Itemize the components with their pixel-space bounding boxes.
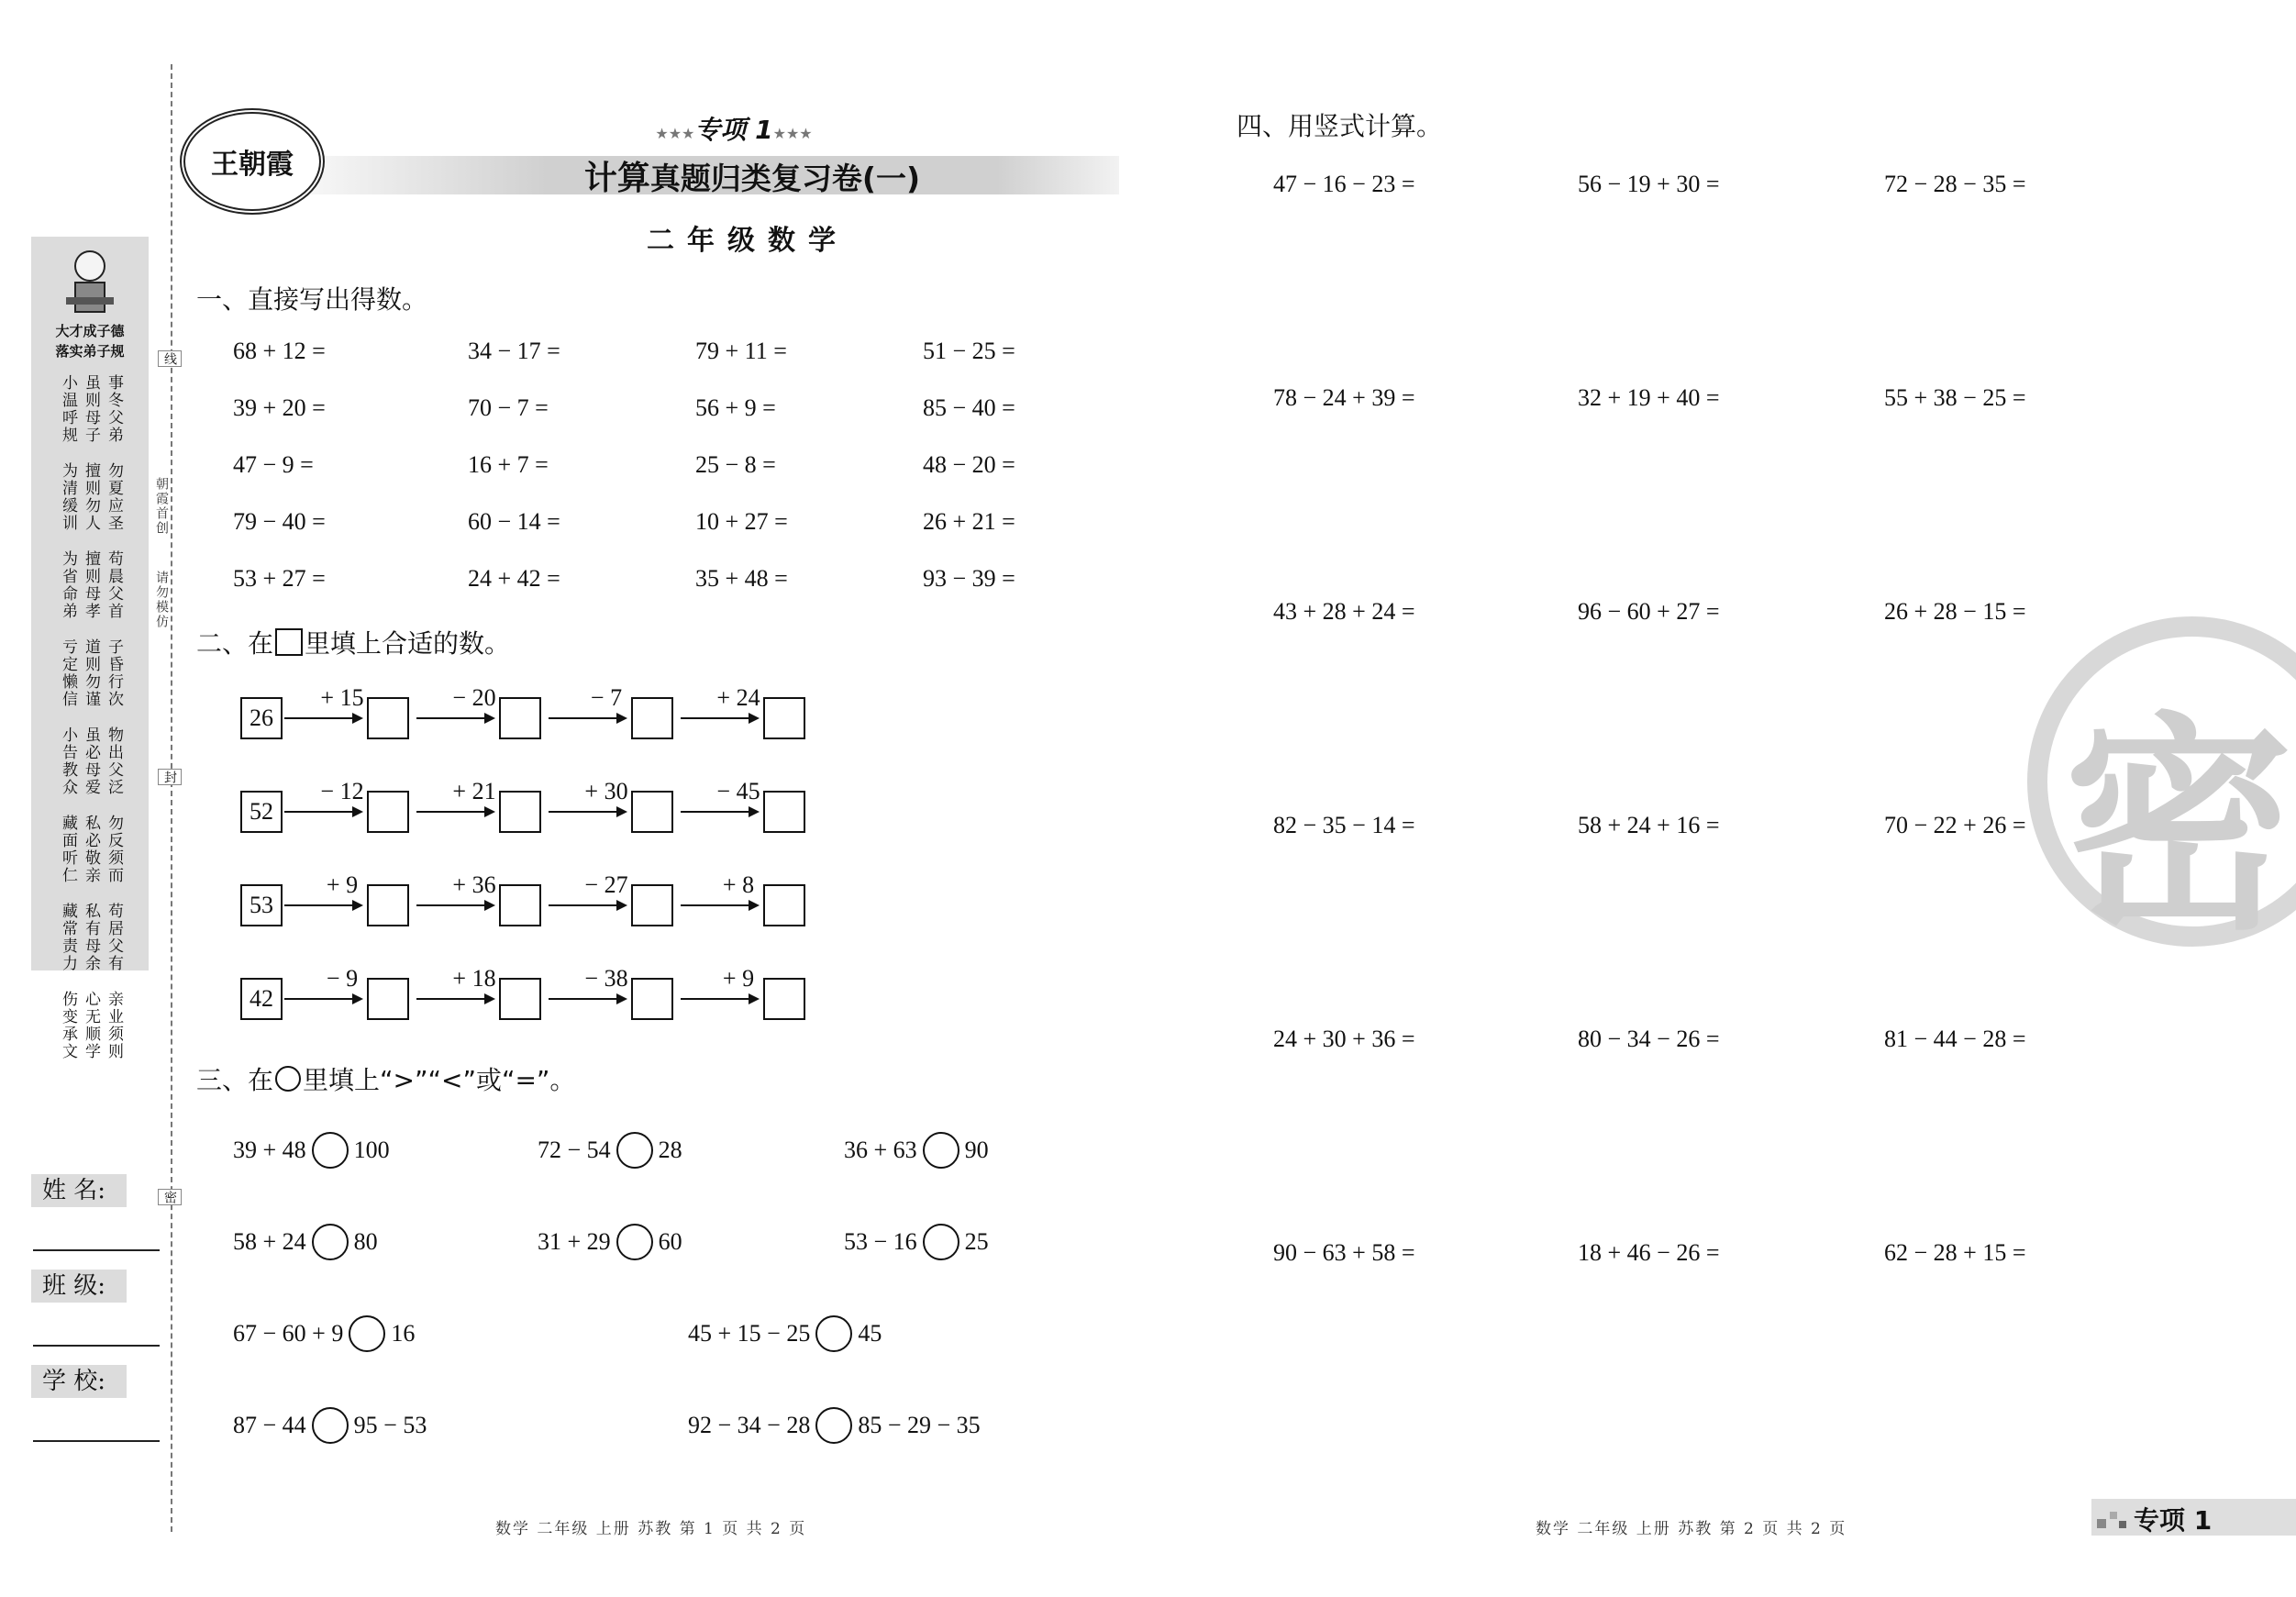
arrow-icon xyxy=(416,904,494,906)
name-label: 姓 名: xyxy=(31,1174,127,1207)
answer-box[interactable] xyxy=(499,978,541,1020)
compare-circle[interactable] xyxy=(349,1315,385,1352)
chain-operation: + 21 xyxy=(452,778,496,804)
verse-column: 苟居父有 xyxy=(105,903,123,972)
answer-box[interactable] xyxy=(367,697,409,739)
verse-column: 勿夏应圣 xyxy=(105,462,123,532)
comparison-item xyxy=(688,1315,882,1352)
oral-problem: 48 − 20 = xyxy=(923,451,1015,478)
watermark-char: 密 xyxy=(2064,693,2293,960)
verse-column: 私必敬亲 xyxy=(82,815,100,884)
oral-problem: 24 + 42 = xyxy=(468,565,560,592)
chain-operation: − 12 xyxy=(320,778,364,804)
verse-list xyxy=(40,374,141,1079)
section-2-title-b: 里填上合适的数。 xyxy=(305,628,511,659)
chain-operation: + 30 xyxy=(584,778,628,804)
chain-operation: + 8 xyxy=(722,871,755,898)
comparison-item xyxy=(538,1132,682,1169)
answer-box[interactable] xyxy=(763,791,805,833)
footer-left: 数学 二年级 上册 苏教 第 1 页 共 2 页 xyxy=(495,1520,807,1538)
special-tag: 专项 1 xyxy=(2134,1505,2213,1536)
vertical-calc-problem: 24 + 30 + 36 = xyxy=(1273,1026,1415,1052)
arrow-icon xyxy=(549,904,626,906)
vertical-calc-problem: 82 − 35 − 14 = xyxy=(1273,812,1415,838)
answer-box[interactable] xyxy=(631,697,673,739)
oral-problem: 35 + 48 = xyxy=(695,565,788,592)
verse-group xyxy=(40,815,141,884)
vertical-calc-problem: 78 − 24 + 39 = xyxy=(1273,384,1415,411)
vertical-calc-problem: 47 − 16 − 23 = xyxy=(1273,171,1415,197)
oral-problem: 47 − 9 = xyxy=(233,451,314,478)
verse-column: 私有母余 xyxy=(82,903,100,972)
section-4-title: 四、用竖式计算。 xyxy=(1237,111,1443,141)
verse-column: 子昏行次 xyxy=(105,638,123,708)
arrow-icon xyxy=(284,998,361,1000)
vertical-calc-problem: 70 − 22 + 26 = xyxy=(1884,812,2026,838)
oral-problem: 51 − 25 = xyxy=(923,338,1015,364)
chain-start-box: 26 xyxy=(240,697,283,739)
comparison-right: 28 xyxy=(658,1137,682,1163)
comparison-left: 87 − 44 xyxy=(233,1412,306,1438)
comparison-right: 45 xyxy=(858,1320,882,1347)
chain-start-box: 42 xyxy=(240,978,283,1020)
arrow-icon xyxy=(681,811,758,813)
chain-start-box: 52 xyxy=(240,791,283,833)
answer-box[interactable] xyxy=(631,884,673,926)
comparison-left: 92 − 34 − 28 xyxy=(688,1412,811,1438)
class-label: 班 级: xyxy=(31,1270,127,1303)
compare-circle[interactable] xyxy=(815,1407,852,1444)
verse-column: 为省命弟 xyxy=(59,550,77,620)
oral-problem: 68 + 12 = xyxy=(233,338,326,364)
oral-problem: 25 − 8 = xyxy=(695,451,776,478)
vertical-calc-problem: 90 − 63 + 58 = xyxy=(1273,1239,1415,1266)
oral-problem: 70 − 7 = xyxy=(468,394,549,421)
oral-problem: 93 − 39 = xyxy=(923,565,1015,592)
answer-box[interactable] xyxy=(631,978,673,1020)
chain-operation: − 27 xyxy=(584,871,628,898)
comparison-left: 58 + 24 xyxy=(233,1228,306,1255)
vertical-calc-problem: 96 − 60 + 27 = xyxy=(1578,598,1720,625)
comparison-left: 36 + 63 xyxy=(844,1137,917,1163)
compare-circle[interactable] xyxy=(312,1224,349,1260)
cut-mark-feng: 封 xyxy=(158,769,182,785)
cut-mark-mi: 密 xyxy=(158,1189,182,1205)
comparison-item xyxy=(233,1132,390,1169)
class-field[interactable] xyxy=(33,1345,160,1347)
logo-text: 王朝霞 xyxy=(211,149,294,181)
compare-circle[interactable] xyxy=(312,1132,349,1169)
grade-subtitle: 二年级数学 xyxy=(647,225,849,257)
comparison-item xyxy=(233,1224,378,1260)
compare-circle[interactable] xyxy=(616,1132,653,1169)
verse-column: 伤变承文 xyxy=(59,991,77,1060)
chain-operation: + 9 xyxy=(722,965,755,992)
verse-group xyxy=(40,726,141,796)
section-3-title-a: 三、在 xyxy=(196,1065,274,1095)
comparison-left: 31 + 29 xyxy=(538,1228,611,1255)
oral-problem: 53 + 27 = xyxy=(233,565,326,592)
arrow-icon xyxy=(549,811,626,813)
comparison-right: 25 xyxy=(964,1228,989,1255)
sidebar-panel xyxy=(31,237,149,1060)
compare-circle[interactable] xyxy=(923,1224,959,1260)
answer-box[interactable] xyxy=(499,697,541,739)
footer-right: 数学 二年级 上册 苏教 第 2 页 共 2 页 xyxy=(1536,1520,1847,1538)
arrow-icon xyxy=(549,717,626,719)
comparison-item xyxy=(688,1407,981,1444)
comparison-item xyxy=(844,1224,989,1260)
verse-column: 物出父泛 xyxy=(105,726,123,796)
arrow-icon xyxy=(416,998,494,1000)
oral-problem: 16 + 7 = xyxy=(468,451,549,478)
comparison-right: 80 xyxy=(353,1228,378,1255)
oral-problem: 85 − 40 = xyxy=(923,394,1015,421)
verse-column: 小温呼规 xyxy=(59,374,77,444)
compare-circle[interactable] xyxy=(616,1224,653,1260)
oral-problem: 56 + 9 = xyxy=(695,394,776,421)
verse-column: 亏定懒信 xyxy=(59,638,77,708)
mascot-icon xyxy=(62,246,117,319)
comparison-right: 60 xyxy=(658,1228,682,1255)
section-2-title xyxy=(196,624,510,660)
chain-operation: + 15 xyxy=(320,684,364,711)
verse-group xyxy=(40,462,141,532)
chain-operation: − 20 xyxy=(452,684,496,711)
comparison-left: 72 − 54 xyxy=(538,1137,611,1163)
verse-column: 虽则母子 xyxy=(82,374,100,444)
verse-column: 心无顺学 xyxy=(82,991,100,1060)
chain-operation: − 9 xyxy=(326,965,359,992)
oral-problem: 26 + 21 = xyxy=(923,508,1015,535)
name-field[interactable] xyxy=(33,1249,160,1251)
chain-operation: + 24 xyxy=(716,684,760,711)
chain-operation: − 7 xyxy=(590,684,623,711)
special-heading: ★★★专项 1★★★ xyxy=(655,115,813,145)
verse-group xyxy=(40,374,141,444)
answer-box[interactable] xyxy=(499,791,541,833)
chain-operation: − 45 xyxy=(716,778,760,804)
verse-column: 亲业须则 xyxy=(105,991,123,1060)
special-label: 专项 1 xyxy=(694,115,773,145)
comparison-item xyxy=(233,1407,427,1444)
comparison-item xyxy=(844,1132,989,1169)
vertical-calc-problem: 32 + 19 + 40 = xyxy=(1578,384,1720,411)
verse-column: 藏常责力 xyxy=(59,903,77,972)
title-rest: 真题归类复习卷(一) xyxy=(649,161,921,196)
arrow-icon xyxy=(284,811,361,813)
compare-circle[interactable] xyxy=(923,1132,959,1169)
chain-operation: + 9 xyxy=(326,871,359,898)
oral-problem: 39 + 20 = xyxy=(233,394,326,421)
arrow-icon xyxy=(284,717,361,719)
answer-box[interactable] xyxy=(631,791,673,833)
vertical-calc-problem: 62 − 28 + 15 = xyxy=(1884,1239,2026,1266)
vertical-calc-problem: 43 + 28 + 24 = xyxy=(1273,598,1415,625)
arrow-icon xyxy=(681,998,758,1000)
comparison-left: 67 − 60 + 9 xyxy=(233,1320,344,1347)
chain-operation: − 38 xyxy=(584,965,628,992)
square-icon xyxy=(275,628,303,656)
cut-mark-xian: 线 xyxy=(158,350,182,367)
title-bold: 计算 xyxy=(583,160,650,197)
comparison-item xyxy=(233,1315,415,1352)
verse-group xyxy=(40,550,141,620)
vertical-calc-problem: 58 + 24 + 16 = xyxy=(1578,812,1720,838)
arrow-icon xyxy=(284,904,361,906)
tag-squares-icon xyxy=(2097,1508,2130,1536)
vertical-calc-problem: 81 − 44 − 28 = xyxy=(1884,1026,2026,1052)
circle-icon xyxy=(275,1066,301,1092)
vertical-calc-problem: 26 + 28 − 15 = xyxy=(1884,598,2026,625)
oral-problem: 34 − 17 = xyxy=(468,338,560,364)
vertical-calc-problem: 18 + 46 − 26 = xyxy=(1578,1239,1720,1266)
verse-column: 擅则母孝 xyxy=(82,550,100,620)
comparison-left: 53 − 16 xyxy=(844,1228,917,1255)
verse-column: 小告教众 xyxy=(59,726,77,796)
vertical-calc-problem: 80 − 34 − 26 = xyxy=(1578,1026,1720,1052)
verse-group xyxy=(40,903,141,972)
arrow-icon xyxy=(416,717,494,719)
page-title xyxy=(459,152,1046,199)
answer-box[interactable] xyxy=(367,791,409,833)
compare-circle[interactable] xyxy=(312,1407,349,1444)
section-3-title-b: 里填上“>”“<”或“=”。 xyxy=(303,1065,576,1095)
brand-logo xyxy=(180,108,325,215)
motto-line-1: 大才成子德 xyxy=(55,323,125,339)
answer-box[interactable] xyxy=(499,884,541,926)
arrow-icon xyxy=(416,811,494,813)
verse-group xyxy=(40,638,141,708)
chain-start-box: 53 xyxy=(240,884,283,926)
school-field[interactable] xyxy=(33,1440,160,1442)
compare-circle[interactable] xyxy=(815,1315,852,1352)
answer-box[interactable] xyxy=(367,978,409,1020)
section-1-title: 一、直接写出得数。 xyxy=(196,284,428,315)
comparison-left: 39 + 48 xyxy=(233,1137,306,1163)
original-note-2: 请勿模仿 xyxy=(154,571,169,629)
chain-operation: + 18 xyxy=(452,965,496,992)
verse-column: 苟晨父首 xyxy=(105,550,123,620)
original-note-1: 朝霞首创 xyxy=(154,477,169,536)
answer-box[interactable] xyxy=(367,884,409,926)
comparison-item xyxy=(538,1224,682,1260)
school-label: 学 校: xyxy=(31,1365,127,1398)
arrow-icon xyxy=(549,998,626,1000)
section-2-title-a: 二、在 xyxy=(196,628,274,659)
oral-problem: 60 − 14 = xyxy=(468,508,560,535)
answer-box[interactable] xyxy=(763,884,805,926)
verse-column: 虽必母爱 xyxy=(82,726,100,796)
comparison-right: 95 − 53 xyxy=(353,1412,427,1438)
verse-group xyxy=(40,991,141,1060)
comparison-left: 45 + 15 − 25 xyxy=(688,1320,811,1347)
verse-column: 为清缓训 xyxy=(59,462,77,532)
verse-column: 擅则勿人 xyxy=(82,462,100,532)
comparison-right: 100 xyxy=(353,1137,390,1163)
comparison-right: 85 − 29 − 35 xyxy=(858,1412,981,1438)
section-3-title xyxy=(196,1060,575,1097)
verse-column: 道则勿谨 xyxy=(82,638,100,708)
arrow-icon xyxy=(681,717,758,719)
cut-line xyxy=(171,64,172,1532)
verse-column: 勿反须而 xyxy=(105,815,123,884)
answer-box[interactable] xyxy=(763,697,805,739)
chain-operation: + 36 xyxy=(452,871,496,898)
vertical-calc-problem: 56 − 19 + 30 = xyxy=(1578,171,1720,197)
verse-column: 事冬父弟 xyxy=(105,374,123,444)
vertical-calc-problem: 55 + 38 − 25 = xyxy=(1884,384,2026,411)
vertical-calc-problem: 72 − 28 − 35 = xyxy=(1884,171,2026,197)
comparison-right: 16 xyxy=(391,1320,416,1347)
oral-problem: 79 + 11 = xyxy=(695,338,787,364)
oral-problem: 79 − 40 = xyxy=(233,508,326,535)
comparison-right: 90 xyxy=(964,1137,989,1163)
verse-column: 藏面听仁 xyxy=(59,815,77,884)
oral-problem: 10 + 27 = xyxy=(695,508,788,535)
motto-line-2: 落实弟子规 xyxy=(55,343,125,360)
answer-box[interactable] xyxy=(763,978,805,1020)
arrow-icon xyxy=(681,904,758,906)
